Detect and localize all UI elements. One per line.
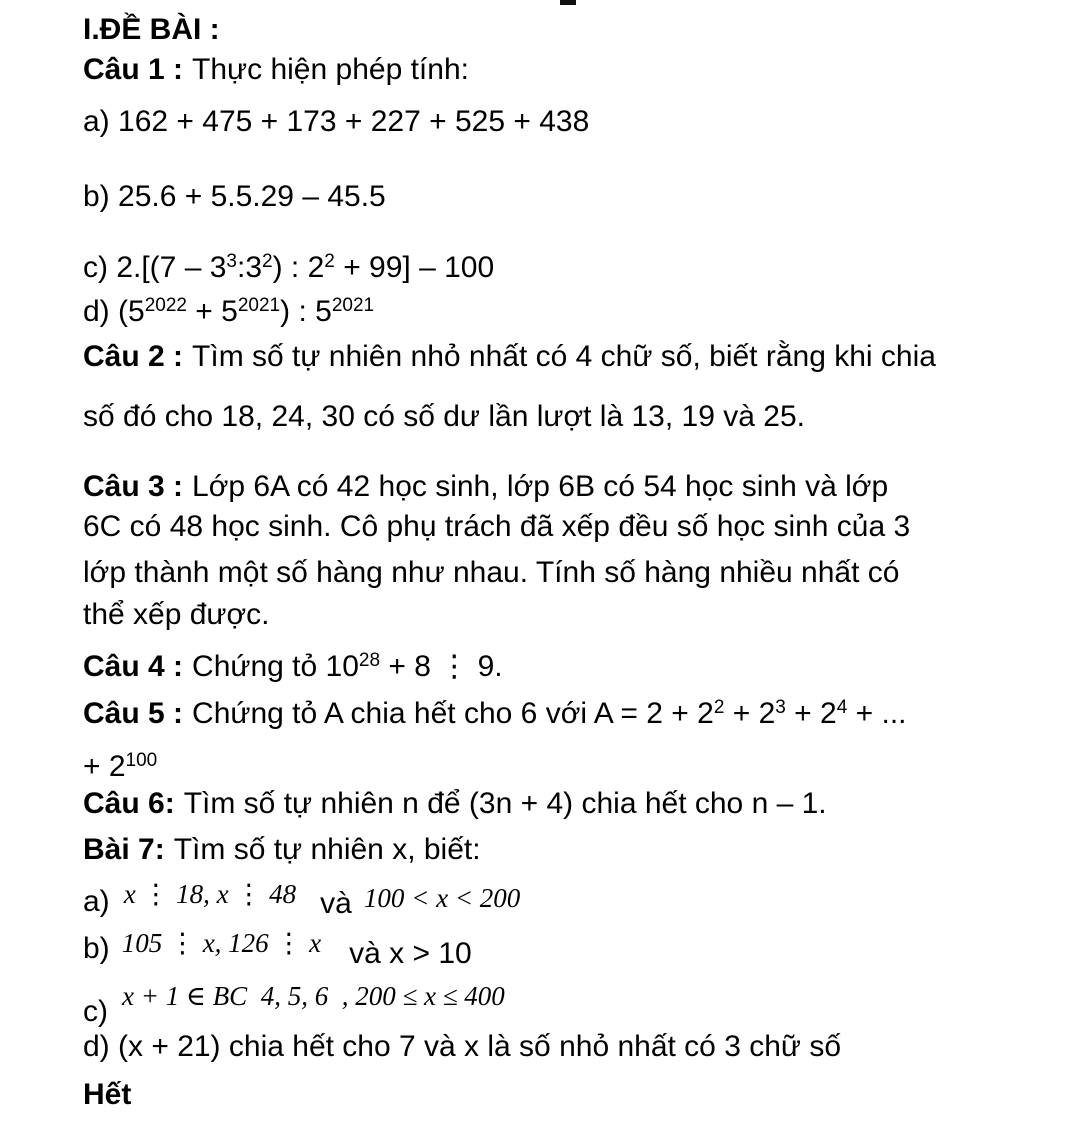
question-4-label: Câu 4 :: [83, 650, 184, 683]
question-1-part-d: d) $(5^{2022} + 5^{2021})$ : $5^{2021}$: [83, 295, 375, 328]
question-1-part-a: a) 162 + 475 + 173 + 227 + 525 + 438: [83, 105, 590, 138]
question-5-label: Câu 5 :: [83, 697, 184, 730]
question-2-line-1: [83, 342, 936, 372]
question-6-line: [83, 789, 827, 819]
question-7a-connector: và: [320, 887, 352, 920]
question-5-line-1: [83, 699, 907, 729]
question-3-text-1: Lớp 6A có 42 học sinh, lớp 6B có 54 học sinh và lớp: [192, 470, 889, 503]
section-heading: I.ĐỀ BÀI :: [83, 13, 220, 46]
question-3-line-3: lớp thành một số hàng như nhau. Tính số hàng nhiều nhất có: [83, 556, 900, 589]
question-7b-label: b): [83, 932, 110, 965]
question-7-part-b: [83, 928, 472, 970]
question-3-line-1: [83, 472, 888, 502]
question-7-heading: [83, 835, 481, 865]
question-6-text: Tìm số tự nhiên n để (3n + 4) chia hết cho n – 1.: [183, 787, 827, 820]
question-7-label: Bài 7:: [83, 833, 165, 866]
question-7b-formula: 105 ⋮ x, 126 ⋮ x: [121, 928, 322, 958]
question-2-label: Câu 2 :: [83, 340, 184, 373]
question-7c-label: c): [83, 995, 108, 1028]
question-7a-formula-1: x ⋮ 18, x ⋮ 48: [123, 879, 297, 909]
question-6-label: Câu 6:: [83, 787, 175, 820]
question-7b-rest: và x > 10: [349, 937, 472, 970]
question-7a-label: a): [83, 885, 110, 918]
question-1-heading: [83, 55, 469, 85]
question-3-line-4: thể xếp được.: [83, 598, 270, 631]
question-7a-formula-2: 100 < x < 200: [363, 883, 521, 913]
question-5-line-2: + $2^{100}$: [83, 750, 158, 783]
question-1-label: Câu 1 :: [83, 53, 184, 86]
question-5-text-1: Chứng tỏ A chia hết cho 6 với $A = 2 + 2^2 + 2^3 + 2^4$ + ...: [192, 697, 907, 730]
question-1-text: Thực hiện phép tính:: [192, 53, 469, 86]
question-3-line-2: 6C có 48 học sinh. Cô phụ trách đã xếp đều số học sinh của 3: [83, 510, 911, 543]
question-7-text: Tìm số tự nhiên x, biết:: [173, 833, 481, 866]
question-1-part-b: b) 25.6 + 5.5.29 – 45.5: [83, 180, 386, 213]
cropped-text-fragment: [560, 0, 576, 5]
question-7-part-d: d) (x + 21) chia hết cho 7 và x là số nhỏ nhất có 3 chữ số: [83, 1030, 842, 1063]
document-footer: Hết: [83, 1078, 132, 1111]
question-4-line: [83, 652, 503, 682]
question-1-part-c: c) $2.[(7 - 3^3:3^2)$ : $2^2 + 99] - 100$: [83, 251, 495, 284]
question-7-part-a: [83, 879, 521, 920]
question-2-line-2: số đó cho 18, 24, 30 có số dư lần lượt là 13, 19 và 25.: [83, 400, 805, 433]
question-7c-formula: x + 1 ∈ BC 4, 5, 6 , 200 ≤ x ≤ 400: [122, 981, 505, 1011]
question-3-label: Câu 3 :: [83, 470, 184, 503]
question-7-part-c: [83, 981, 505, 1028]
question-2-text-1: Tìm số tự nhiên nhỏ nhất có 4 chữ số, biết rằng khi chia: [192, 340, 936, 373]
question-4-text: Chứng tỏ $10^{28} + 8$ ⋮ 9.: [192, 650, 503, 683]
